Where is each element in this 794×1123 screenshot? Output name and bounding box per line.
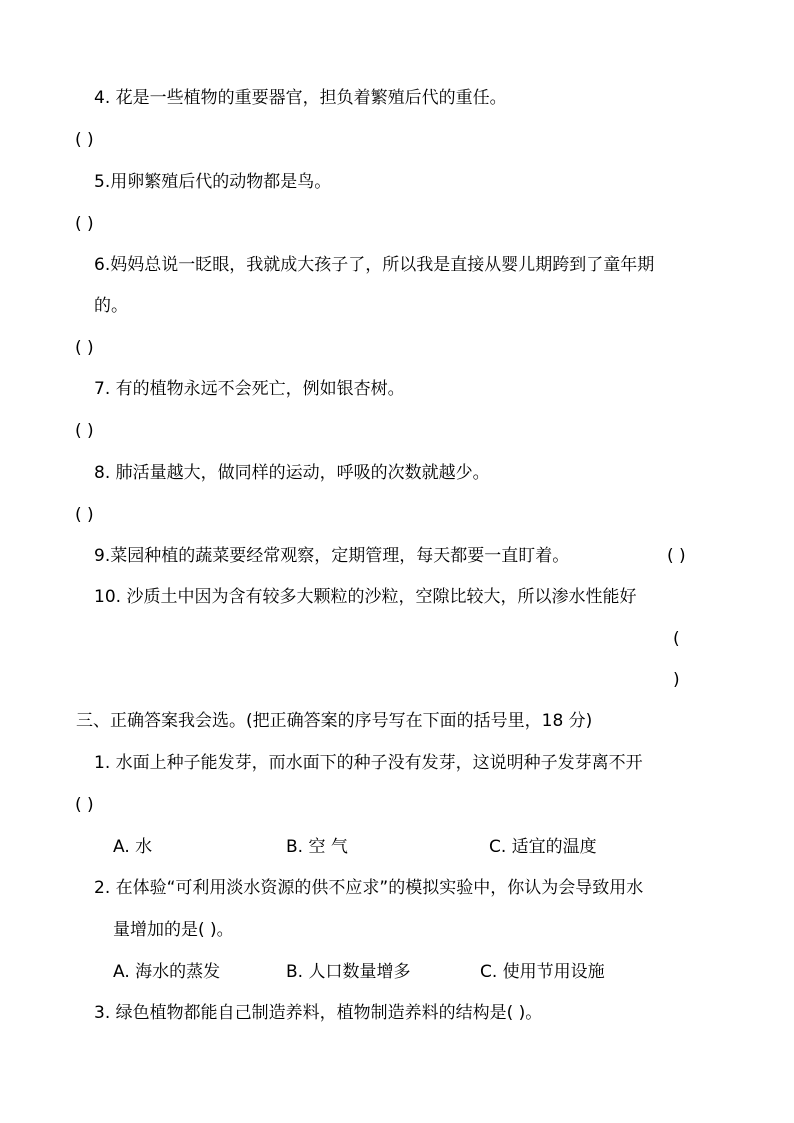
answer-paren-q6: ( ) xyxy=(75,338,94,358)
answer-paren-q7: ( ) xyxy=(75,421,94,441)
judge-q6-line1: 6.妈妈总说一眨眼，我就成大孩子了，所以我是直接从婴儿期跨到了童年期 xyxy=(94,255,655,275)
choice-q2-line1: 2. 在体验“可利用淡水资源的供不应求”的模拟实验中，你认为会导致用水 xyxy=(94,878,644,898)
choice-q2-option-c: C. 使用节用设施 xyxy=(480,962,605,982)
choice-q1-option-b: B. 空 气 xyxy=(286,837,348,857)
judge-q7: 7. 有的植物永远不会死亡，例如银杏树。 xyxy=(94,379,405,399)
answer-paren-q10-left: ( xyxy=(673,629,680,649)
section3-title: 三、正确答案我会选。(把正确答案的序号写在下面的括号里，18 分) xyxy=(76,711,593,731)
answer-paren-q5: ( ) xyxy=(75,214,94,234)
judge-q10: 10. 沙质土中因为含有较多大颗粒的沙粒，空隙比较大，所以渗水性能好 xyxy=(94,587,637,607)
answer-paren-choice-q1: ( ) xyxy=(75,795,94,815)
judge-q5: 5.用卵繁殖后代的动物都是鸟。 xyxy=(94,172,332,192)
answer-paren-q8: ( ) xyxy=(75,505,94,525)
choice-q1: 1. 水面上种子能发芽，而水面下的种子没有发芽，这说明种子发芽离不开 xyxy=(94,753,643,773)
answer-paren-q10-right: ) xyxy=(673,670,680,690)
judge-q8: 8. 肺活量越大，做同样的运动，呼吸的次数就越少。 xyxy=(94,463,490,483)
judge-q6-line2: 的。 xyxy=(94,296,128,316)
choice-q1-option-a: A. 水 xyxy=(113,837,153,857)
choice-q2-option-a: A. 海水的蒸发 xyxy=(113,962,221,982)
choice-q1-option-c: C. 适宜的温度 xyxy=(489,837,597,857)
answer-paren-q4: ( ) xyxy=(75,130,94,150)
answer-paren-q9: ( ) xyxy=(667,546,686,566)
choice-q2-option-b: B. 人口数量增多 xyxy=(286,962,411,982)
judge-q9: 9.菜园种植的蔬菜要经常观察，定期管理，每天都要一直盯着。 xyxy=(94,546,570,566)
choice-q3: 3. 绿色植物都能自己制造养料，植物制造养料的结构是( )。 xyxy=(94,1003,543,1023)
judge-q4: 4. 花是一些植物的重要器官，担负着繁殖后代的重任。 xyxy=(94,88,507,108)
choice-q2-line2: 量增加的是( )。 xyxy=(113,920,234,940)
